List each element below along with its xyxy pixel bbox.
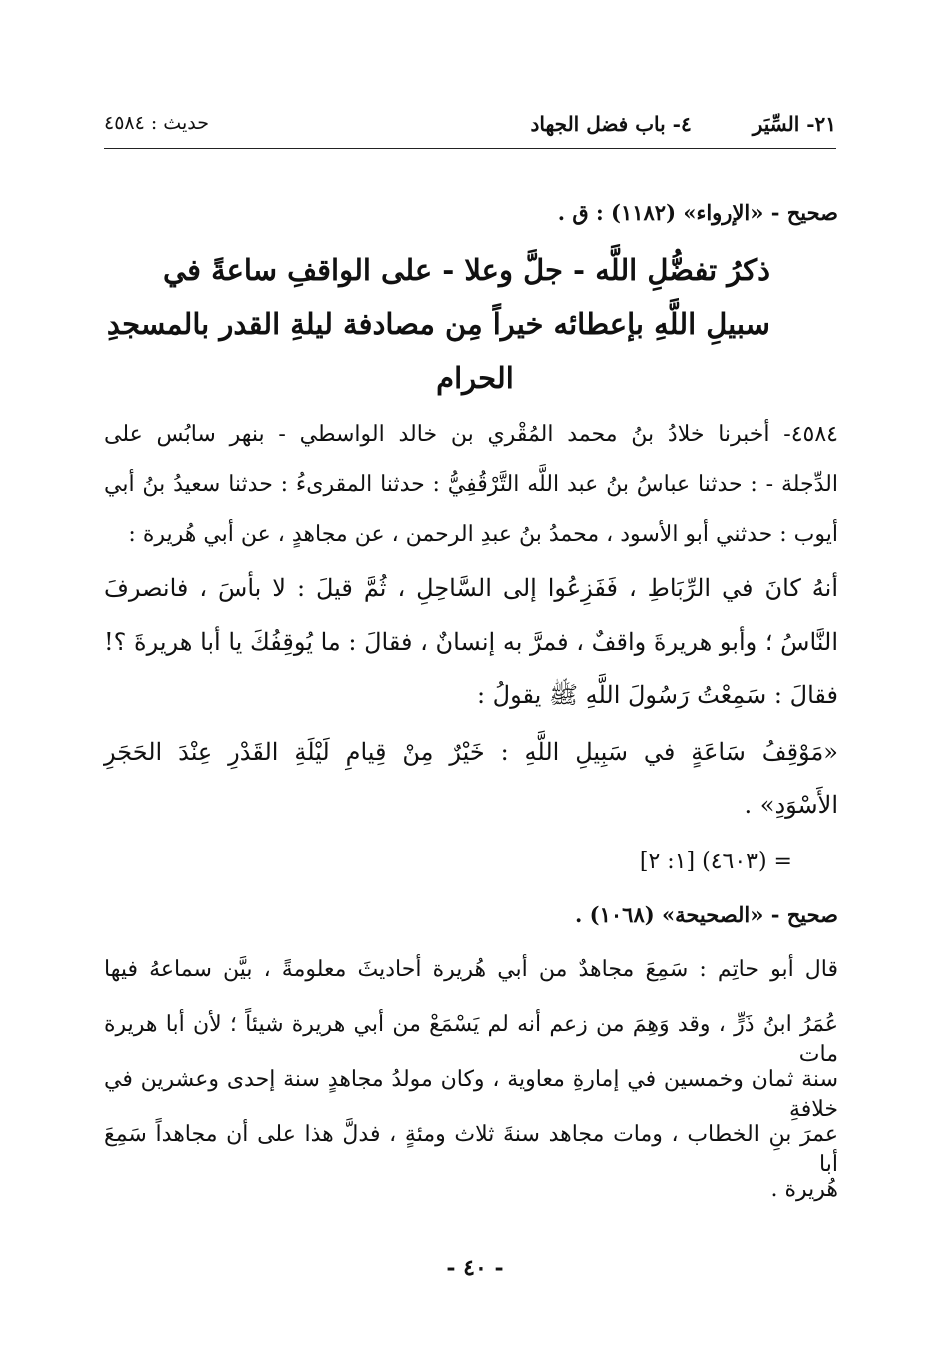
header-hadith-ref: حديث : ٤٥٨٤ [104,112,209,134]
commentary-line-2: عُمَرُ ابنُ ذَرٍّ ، وقد وَهِمَ من زعم أنه لم يَسْمَعْ من أبي هريرة شيئاً ؛ لأن أبا هريرة مات [104,1012,838,1067]
chapter-title-line-3: الحرام [436,361,514,395]
story-line-2: النَّاسُ ؛ وأبو هريرةَ واقفٌ ، فمرَّ به إنسانٌ ، فقالَ : ما يُوقِفُكَ يا أبا هريرةَ ؟! [104,628,838,656]
prophetic-saying-line-1: «مَوْقِفُ سَاعَةٍ في سَبِيلِ اللَّهِ : خَيْرٌ مِنْ قِيامِ لَيْلَةِ القَدْرِ عِنْدَ الحَجَرِ [104,738,838,766]
header-chapter: ٢١- السِّيَر [752,112,836,136]
running-header [104,108,836,144]
isnad-line-3: أيوب : حدثني أبو الأسود ، محمدُ بنُ عبدِ الرحمن ، عن مجاهدٍ ، عن أبي هُريرة : [128,522,838,547]
isnad-line-1: ٤٥٨٤- أخبرنا خلادُ بنُ محمد المُقْري بن خالد الواسطي - بنهر سابُس على [104,422,838,447]
commentary-line-3: سنة ثمان وخمسين في إمارةِ معاوية ، وكان مولدُ مجاهدٍ سنة إحدى وعشرين في خلافةِ [104,1067,838,1122]
header-section: ٤- باب فضل الجهاد [530,112,692,136]
chapter-title-line-1: ذكرُ تفضُّلِ اللَّه - جلَّ وعلا - على الواقفِ ساعةً في [162,253,770,287]
commentary-line-5: هُريرة . [770,1177,838,1202]
grading-top: صحيح - «الإرواء» (١١٨٢) : ق . [557,200,838,225]
prophetic-saying-line-2: الأَسْوَدِ» . [744,791,838,819]
chapter-title-line-2: سبيلِ اللَّهِ بإعطائه خيراً مِن مصادفة ليلةِ القدر بالمسجدِ [106,307,770,341]
story-line-1: أنهُ كانَ في الرِّبَاطِ ، فَفَزِعُوا إلى السَّاحِلِ ، ثُمَّ قيلَ : لا بأسَ ، فانصرفَ [104,574,838,602]
story-line-3: فقالَ : سَمِعْتُ رَسُولَ اللَّهِ ﷺ يقولُ : [476,681,838,709]
commentary-line-1: قال أبو حاتِم : سَمِعَ مجاهدٌ من أبي هُريرة أحاديثَ معلومةً ، بيَّن سماعهُ فيها [104,957,838,982]
cross-reference: = (٤٦٠٣) [١: ٢] [639,849,792,874]
header-chapter-section [530,112,836,136]
header-divider [104,148,836,149]
commentary-line-4: عمرَ بنِ الخطاب ، ومات مجاهد سنةَ ثلاث ومئةٍ ، فدلَّ هذا على أن مجاهداً سَمِعَ أبا [104,1122,838,1177]
page-number: - ٤٠ - [446,1255,504,1281]
isnad-line-2: الدِّجلة - : حدثنا عباسُ بنُ عبد اللَّه التَّرْقُفِيُّ : حدثنا المقرىءُ : حدثنا سعيدُ بنُ أبي [104,472,838,497]
grading-bottom: صحيح - «الصحيحة» (١٠٦٨) . [575,902,838,927]
